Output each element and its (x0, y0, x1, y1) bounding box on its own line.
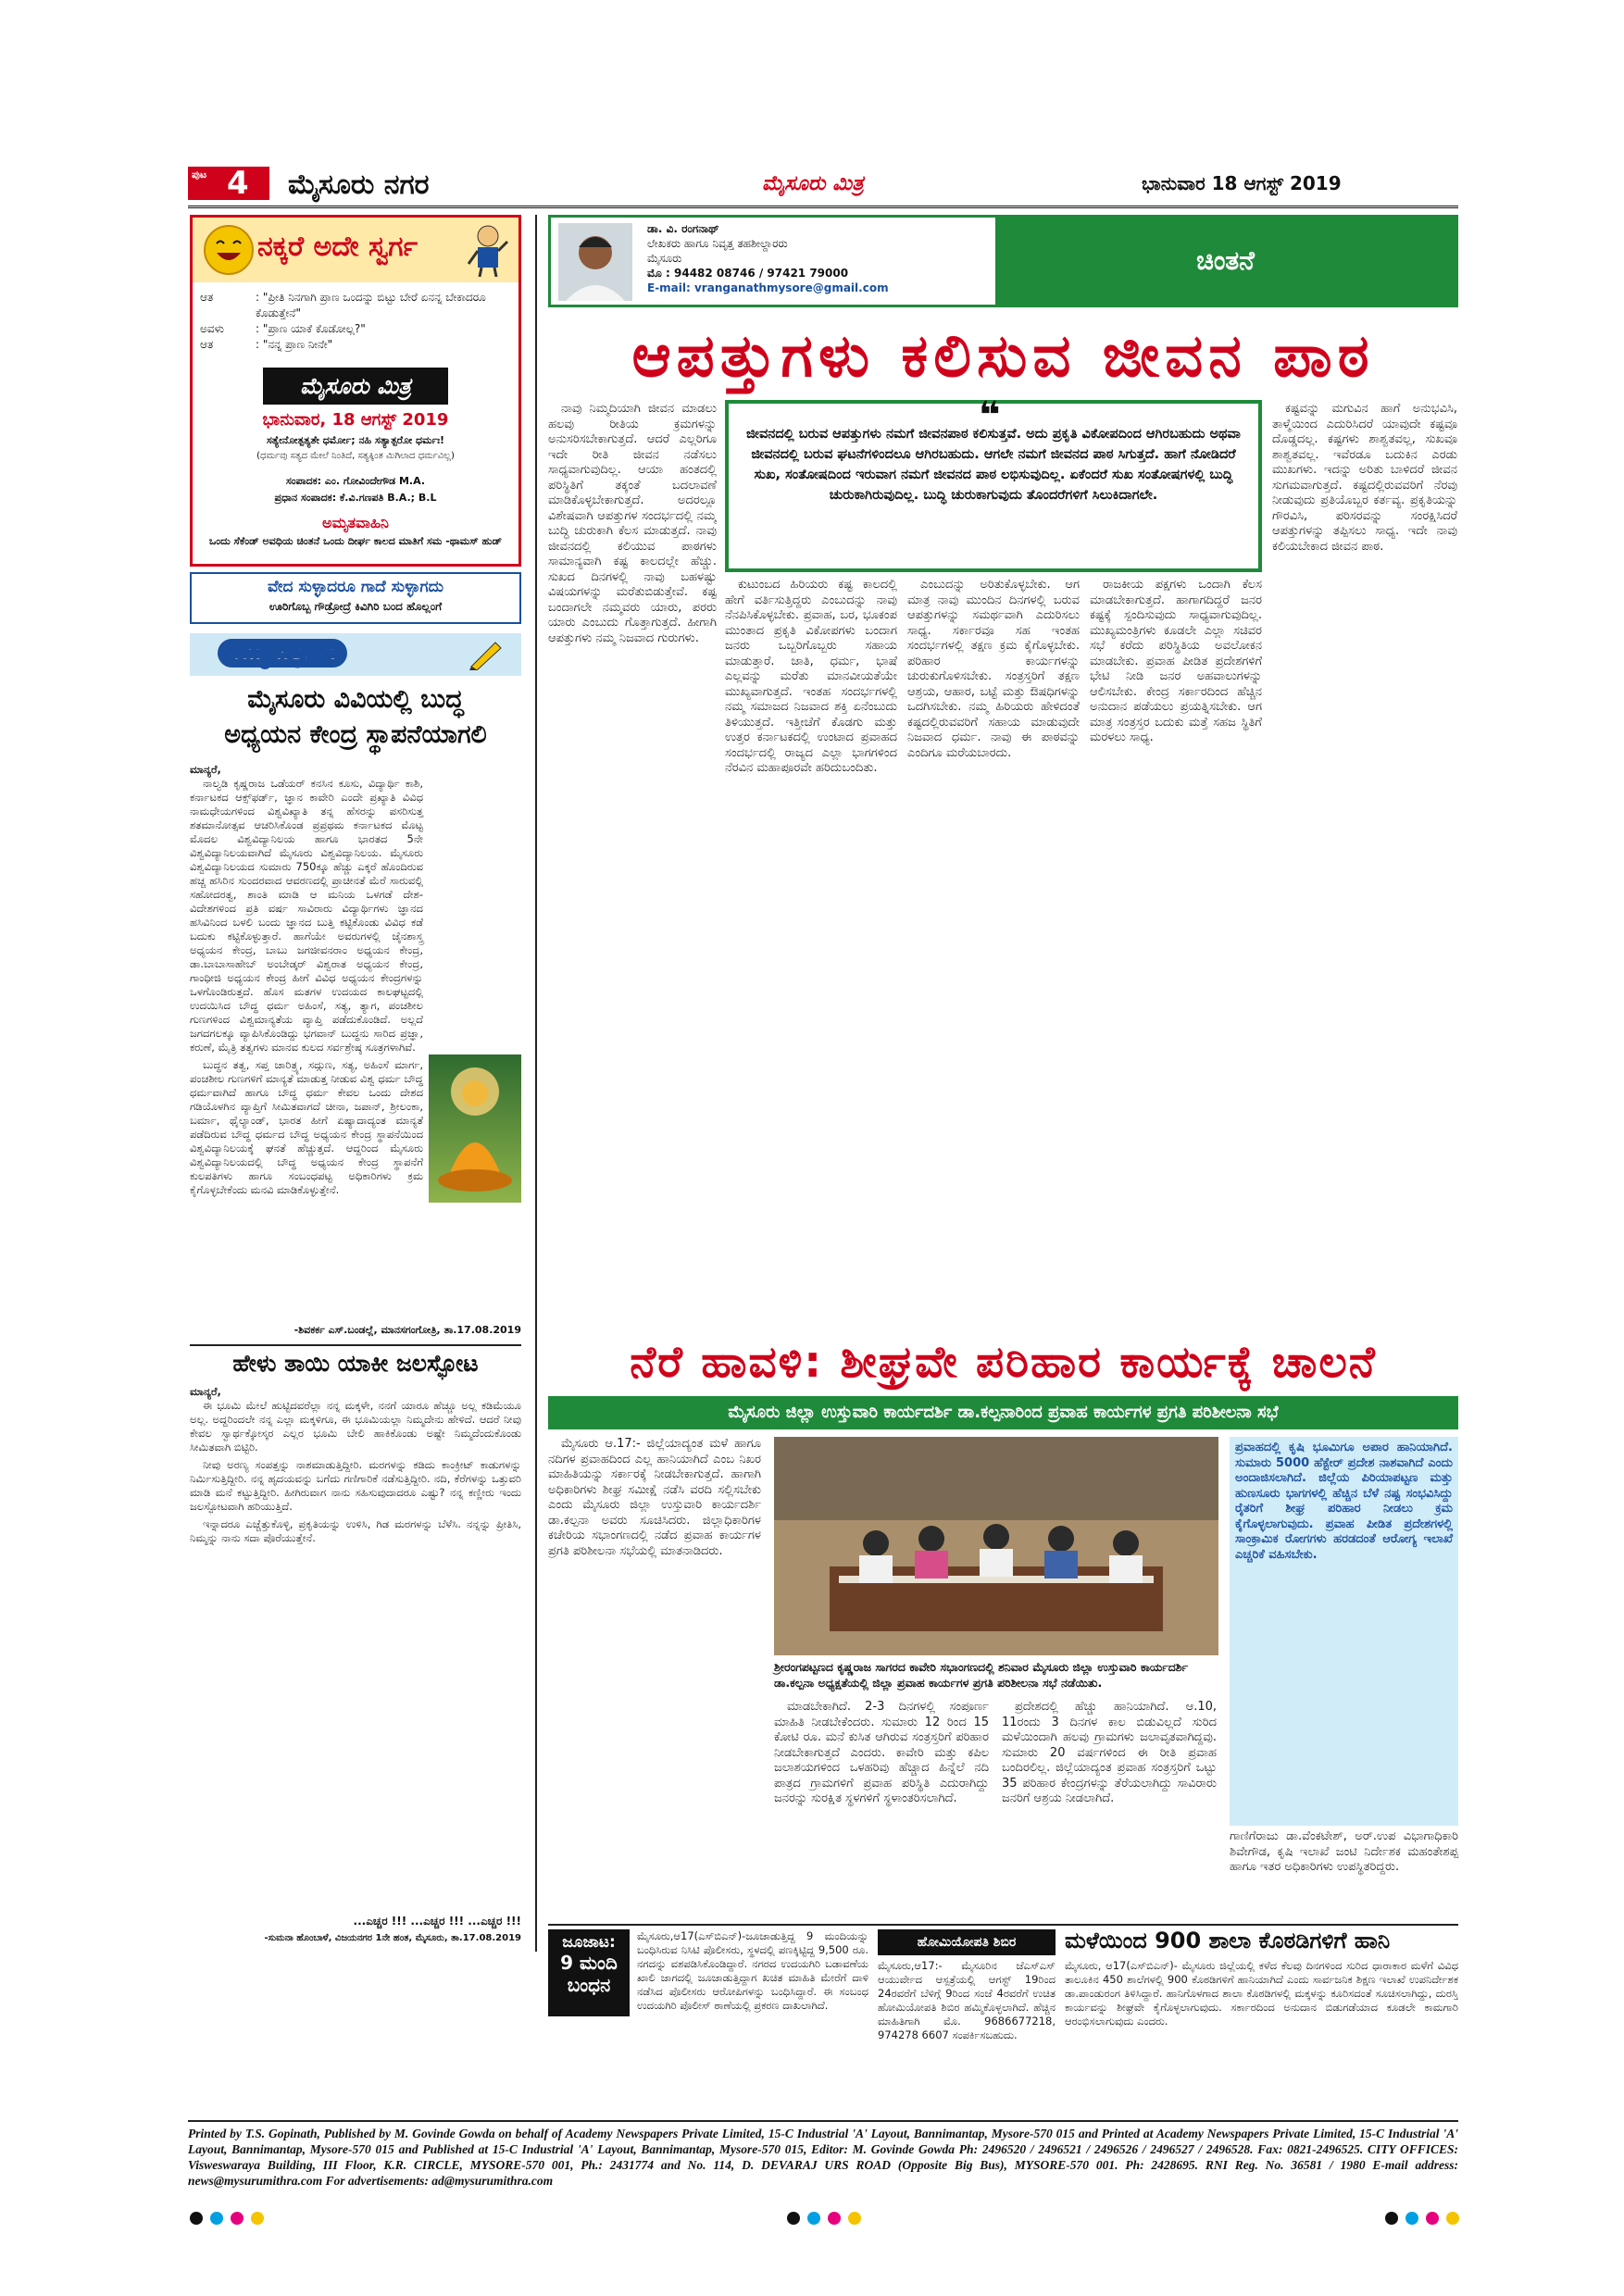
imprint-text: Printed by T.S. Gopinath, Published by M. Govinde Gowda on behalf of Academy Newspapers Private Limited, 15-C Industrial 'A' Layout, Bannimantap, Mysore-570 015 and Printed at Academy Newspapers Private Limited, 15-C Industrial 'A' Layout, Bannimantap, Mysore-570 015 and Published at 15-C Industrial 'A' Layout, Bannimantap, Mysore-570 015, Editor: M. Govinde Gowda Ph: 2496520 / 2496521 / 2496526 / 2496527 / 2496528. Fax: 0821-2496525. CITY OFFICES: Visweswaraya Building, III Floor, K.R. CIRCLE, MYSORE-570 001, Ph.: 2431774 and No. 114, D. DEVARAJ URS ROAD (Opposite Big Bus), MYSORE-570 001. Ph: 2428695. RNI Reg. No. 36581 / 1980 E-mail address: news@mysurumithra.com For advertisements: ad@mysurumithra.com (188, 2127, 1458, 2188)
pull-quote (725, 394, 1262, 572)
buddha-image (429, 1054, 521, 1203)
laughing-face-icon (204, 225, 254, 275)
brief1-text: ಮೈಸೂರು,ಆ17(ಎಸ್‌ಬಿಎನ್)-ಜೂಜಾಡುತ್ತಿದ್ದ 9 ಮಂದಿಯನ್ನು ಬಂಧಿಸಿರುವ ನಿಸಿಟಿ ಪೊಲೀಸರು, ಸ್ಥಳದಲ್ಲಿ ಪಣಕ್ಕಿಟ್ಟಿದ್ದ 9,500 ರೂ. ನಗದನ್ನು ವಶಪಡಿಸಿಕೊಂಡಿದ್ದಾರೆ. ನಗರದ ಉದಯಗಿರಿ ಬಡಾವಣೆಯ ಖಾಲಿ ಜಾಗದಲ್ಲಿ ಜೂಜಾಡುತ್ತಿದ್ದಾಗ ಖಚಿತ ಮಾಹಿತಿ ಮೇರೆಗೆ ದಾಳಿ ನಡೆಸಿದ ಪೊಲೀಸರು ಆರೋಪಿಗಳನ್ನು ಬಂಧಿಸಿದ್ದಾರೆ. ಈ ಸಂಬಂಧ ಉದಯಗಿರಿ ಪೊಲೀಸ್ ಠಾಣೆಯಲ್ಲಿ ಪ್ರಕರಣ ದಾಖಲಾಗಿದೆ. (637, 1929, 868, 2012)
page-number: 4 (227, 165, 249, 202)
imprint-rule (188, 2120, 1458, 2122)
flood-headline: ನೆರೆ ಹಾವಳಿ: ಶೀಘ್ರವೇ ಪರಿಹಾರ ಕಾರ್ಯಕ್ಕೆ ಚಾಲನೆ (630, 1337, 1377, 1388)
proverb-text: ಊರಿಗೊಬ್ಬ ಗೌಡ್ರೋದ್ರೆ ಕಿವಿಗಿರಿ ಬಂದ ಹೊಲ್ಲಂಗೆ (269, 600, 443, 613)
header-rule (188, 206, 1458, 208)
columnist-role: ಲೇಖಕರು ಹಾಗೂ ನಿವೃತ್ತ ತಹಶೀಲ್ದಾರರು (647, 237, 788, 250)
column-tag: ಚಿಂತನೆ (995, 218, 1455, 305)
page-label: ಪುಟ (192, 168, 207, 181)
amrutha-text: ಒಂದು ಸೆಕೆಂಡ್ ಅವಧಿಯ ಚಿಂತನೆ ಒಂದು ದೀರ್ಘ ಕಾಲದ ಮಾತಿಗೆ ಸಮ -ಥಾಮಸ್ ಹುಡ್ (208, 535, 503, 547)
joke-lines (200, 290, 511, 353)
brief3-text: ಮೈಸೂರು, ಆ17(ಎಸ್‌ಬಿಎನ್)- ಮೈಸೂರು ಜಿಲ್ಲೆಯಲ್ಲಿ ಕಳೆದ ಕೆಲವು ದಿನಗಳಿಂದ ಸುರಿದ ಧಾರಾಕಾರ ಮಳೆಗೆ ವಿವಿಧ ತಾಲೂಕಿನ 450 ಶಾಲೆಗಳಲ್ಲಿ 900 ಕೊಠಡಿಗಳಿಗೆ ಹಾನಿಯಾಗಿದೆ ಎಂದು ಸಾರ್ವಜನಿಕ ಶಿಕ್ಷಣ ಇಲಾಖೆ ಉಪನಿರ್ದೇಶಕ ಡಾ.ಪಾಂಡುರಂಗ ತಿಳಿಸಿದ್ದಾರೆ. ಹಾನಿಗೊಳಗಾದ ಶಾಲಾ ಕೊಠಡಿಗಳಲ್ಲಿ ಮಕ್ಕಳನ್ನು ಕೂರಿಸದಂತೆ ಸೂಚಿಸಲಾಗಿದ್ದು, ದುರಸ್ತಿ ಕಾರ್ಯವನ್ನು ಶೀಘ್ರವೇ ಕೈಗೊಳ್ಳಲಾಗುವುದು. ಸರ್ಕಾರದಿಂದ ಅನುದಾನ ಬಿಡುಗಡೆಯಾದ ಕೂಡಲೇ ಕಾಮಗಾರಿ ಆರಂಭಿಸಲಾಗುವುದು ಎಂದರು. (1065, 1959, 1458, 2028)
section-name: ಮೈಸೂರು ನಗರ (288, 168, 430, 201)
flood-col-2: ಮಾಡಬೇಕಾಗಿದೆ. 2-3 ದಿನಗಳಲ್ಲಿ ಸಂಪೂರ್ಣ ಮಾಹಿತಿ ನೀಡಬೇಕೆಂದರು. ಸುಮಾರು 12 ರಿಂದ 15 ಕೋಟಿ ರೂ. ಮನೆ ಕುಸಿತ ಆಗಿರುವ ಸಂತ್ರಸ್ತರಿಗೆ ಪರಿಹಾರ ನೀಡಬೇಕಾಗುತ್ತದೆ ಎಂದರು. ಕಾವೇರಿ ಮತ್ತು ಕಪಿಲ ಜಲಾಶಯಗಳಿಂದ ಒಳಹರಿವು ಹೆಚ್ಚಾದ ಹಿನ್ನೆಲೆ ನದಿ ಪಾತ್ರದ ಗ್ರಾಮಗಳಿಗೆ ಪ್ರವಾಹ ಪರಿಸ್ಥಿತಿ ಎದುರಾಗಿದ್ದು ಜನರನ್ನು ಸುರಕ್ಷಿತ ಸ್ಥಳಗಳಿಗೆ ಸ್ಥಳಾಂತರಿಸಲಾಗಿದೆ. (774, 1700, 989, 1805)
proverb-box (190, 572, 521, 624)
brief3-headline: ಮಳೆಯಿಂದ 900 ಶಾಲಾ ಕೊಠಡಿಗಳಿಗೆ ಹಾನಿ (1065, 1928, 1391, 1953)
letter2-paragraph: ನೀವು ಅರಣ್ಯ ಸಂಪತ್ತನ್ನು ನಾಶಮಾಡುತ್ತಿದ್ದೀರಿ. ಮರಗಳನ್ನು ಕಡಿದು ಕಾಂಕ್ರೀಟ್ ಕಾಡುಗಳನ್ನು ನಿರ್ಮಿಸುತ್ತಿದ್ದೀರಿ. ನನ್ನ ಹೃದಯವನ್ನು ಬಗೆದು ಗಣಿಗಾರಿಕೆ ನಡೆಸುತ್ತಿದ್ದೀರಿ. ನದಿ, ಕೆರೆಗಳನ್ನು ಒತ್ತುವರಿ ಮಾಡಿ ಮನೆ ಕಟ್ಟುತ್ತಿದ್ದೀರಿ. ಹೀಗಿರುವಾಗ ನಾನು ಸಹಿಸುವುದಾದರೂ ಎಷ್ಟು? ನನ್ನ ಕಣ್ಣೀರು ಇಂದು ಜಲಸ್ಫೋಟವಾಗಿ ಹರಿಯುತ್ತಿದೆ. (190, 1458, 521, 1513)
letters-banner (190, 633, 521, 676)
article-col-4: ರಾಜಕೀಯ ಪಕ್ಷಗಳು ಒಂದಾಗಿ ಕೆಲಸ ಮಾಡಬೇಕಾಗುತ್ತದೆ. ಹಾಗಾಗದಿದ್ದರೆ ಜನರ ಕಷ್ಟಕ್ಕೆ ಸ್ಪಂದಿಸುವುದು ಸಾಧ್ಯವಾಗುವುದಿಲ್ಲ. ಮುಖ್ಯಮಂತ್ರಿಗಳು ಕೂಡಲೇ ಎಲ್ಲಾ ಸಚಿವರ ಸಭೆ ಕರೆದು ಪರಿಸ್ಥಿತಿಯ ಅವಲೋಕನ ಮಾಡಬೇಕು. ಪ್ರವಾಹ ಪೀಡಿತ ಪ್ರದೇಶಗಳಿಗೆ ಭೇಟಿ ನೀಡಿ ಜನರ ಅಹವಾಲುಗಳನ್ನು ಆಲಿಸಬೇಕು. ಕೇಂದ್ರ ಸರ್ಕಾರದಿಂದ ಹೆಚ್ಚಿನ ಅನುದಾನ ಪಡೆಯಲು ಪ್ರಯತ್ನಿಸಬೇಕು. ಆಗ ಮಾತ್ರ ಸಂತ್ರಸ್ತರ ಬದುಕು ಮತ್ತೆ ಸಹಜ ಸ್ಥಿತಿಗೆ ಮರಳಲು ಸಾಧ್ಯ. (1090, 578, 1262, 744)
columnist-city: ಮೈಸೂರು (647, 252, 682, 265)
masthead-chief-editor: ಪ್ರಧಾನ ಸಂಪಾದಕ: ಕೆ.ವಿ.ಗಣಪತಿ B.A.; B.L (274, 492, 437, 504)
joke-box (190, 215, 521, 567)
columnist-name: ಡಾ. ವಿ. ರಂಗನಾಥ್ (647, 222, 719, 235)
header-bar (188, 167, 1458, 202)
divider (190, 1344, 521, 1346)
letter1-headline-2: ಅಧ್ಯಯನ ಕೇಂದ್ರ ಸ್ಥಾಪನೆಯಾಗಲಿ (224, 720, 487, 749)
registration-dots-right (1385, 2211, 1467, 2228)
letter2-paragraph: ಇನ್ನಾದರೂ ಎಚ್ಚೆತ್ತುಕೊಳ್ಳಿ, ಪ್ರಕೃತಿಯನ್ನು ಉಳಿಸಿ, ಗಿಡ ಮರಗಳನ್ನು ಬೆಳೆಸಿ. ನನ್ನನ್ನು ಪ್ರೀತಿಸಿ, ನಿಮ್ಮನ್ನು ನಾನು ಸದಾ ಪೊರೆಯುತ್ತೇನೆ. (190, 1517, 521, 1544)
cartoon-figure-icon (467, 223, 509, 277)
letters-title: ನಿಮ್ಮ ಪತ್ರಗಳು (218, 639, 347, 668)
columnist-info (647, 221, 889, 295)
columnist-phone: ಮೊ : 94482 08746 / 97421 79000 (647, 267, 849, 280)
joke-line: ಆತ : "ಪ್ರೀತಿ ನಿನಗಾಗಿ ಪ್ರಾಣ ಒಂದನ್ನು ಬಿಟ್ಟು ಬೇರೆ ಏನನ್ನ ಬೇಕಾದರೂ ಕೊಡುತ್ತೇನೆ" (200, 291, 486, 319)
brief2-title-bar (878, 1929, 1056, 1955)
letter1-signature: -ಶಿವಕರ್ಕ ಎಸ್.ಬಂಡಲ್ಲೆ, ಮಾನಸಗಂಗೋತ್ರಿ, ತಾ.17.08.2019 (294, 1324, 521, 1336)
article-col-2: ಕುಟುಂಬದ ಹಿರಿಯರು ಕಷ್ಟ ಕಾಲದಲ್ಲಿ ಹೇಗೆ ವರ್ತಿಸುತ್ತಿದ್ದರು ಎಂಬುದನ್ನು ನಾವು ನೆನಪಿಸಿಕೊಳ್ಳಬೇಕು. ಪ್ರವಾಹ, ಬರ, ಭೂಕಂಪ ಮುಂತಾದ ಪ್ರಕೃತಿ ವಿಕೋಪಗಳು ಬಂದಾಗ ಜನರು ಒಬ್ಬರಿಗೊಬ್ಬರು ಸಹಾಯ ಮಾಡುತ್ತಾರೆ. ಜಾತಿ, ಧರ್ಮ, ಭಾಷೆ ಎಲ್ಲವನ್ನು ಮರೆತು ಮಾನವೀಯತೆಯೇ ಮುಖ್ಯವಾಗುತ್ತದೆ. ಇಂತಹ ಸಂದರ್ಭಗಳಲ್ಲಿ ನಮ್ಮ ಸಮಾಜದ ನಿಜವಾದ ಶಕ್ತಿ ಏನೆಂಬುದು ತಿಳಿಯುತ್ತದೆ. ಇತ್ತೀಚೆಗೆ ಕೊಡಗು ಮತ್ತು ಉತ್ತರ ಕರ್ನಾಟಕದಲ್ಲಿ ಉಂಟಾದ ಪ್ರವಾಹದ ಸಂದರ್ಭದಲ್ಲಿ ರಾಜ್ಯದ ಎಲ್ಲಾ ಭಾಗಗಳಿಂದ ನೆರವಿನ ಮಹಾಪೂರವೇ ಹರಿದುಬಂದಿತು. (725, 578, 897, 775)
joke-title: ನಕ್ಕರೆ ಅದೇ ಸ್ವರ್ಗ (257, 231, 418, 263)
divider (548, 1924, 1458, 1926)
letter1-headline-1: ಮೈಸೂರು ವಿವಿಯಲ್ಲಿ ಬುದ್ಧ (247, 685, 464, 714)
pen-icon (468, 639, 505, 670)
flood-subhead: ಮೈಸೂರು ಜಿಲ್ಲಾ ಉಸ್ತುವಾರಿ ಕಾರ್ಯದರ್ಶಿ ಡಾ.ಕಲ್ಪನಾರಿಂದ ಪ್ರವಾಹ ಕಾರ್ಯಗಳ ಪ್ರಗತಿ ಪರಿಶೀಲನಾ ಸಭೆ (728, 1403, 1279, 1422)
letter2-closing: ...ಎಚ್ಚರ !!! ...ಎಚ್ಚರ !!! ...ಎಚ್ಚರ !!! (353, 1915, 521, 1928)
flood-col-4: ಪ್ರವಾಹದಲ್ಲಿ ಕೃಷಿ ಭೂಮಿಗೂ ಅಪಾರ ಹಾನಿಯಾಗಿದೆ. ಸುಮಾರು 5000 ಹೆಕ್ಟೇರ್ ಪ್ರದೇಶ ನಾಶವಾಗಿದೆ ಎಂದು ಅಂದಾಜಿಸಲಾಗಿದೆ. ಜಿಲ್ಲೆಯ ಪಿರಿಯಾಪಟ್ಟಣ ಮತ್ತು ಹುಣಸೂರು ಭಾಗಗಳಲ್ಲಿ ಹೆಚ್ಚಿನ ಬೆಳೆ ನಷ್ಟ ಸಂಭವಿಸಿದ್ದು ರೈತರಿಗೆ ಶೀಘ್ರ ಪರಿಹಾರ ನೀಡಲು ಕ್ರಮ ಕೈಗೊಳ್ಳಲಾಗುವುದು. ಪ್ರವಾಹ ಪೀಡಿತ ಪ್ರದೇಶಗಳಲ್ಲಿ ಸಾಂಕ್ರಾಮಿಕ ರೋಗಗಳು ಹರಡದಂತೆ ಆರೋಗ್ಯ ಇಲಾಖೆ ಎಚ್ಚರಿಕೆ ವಹಿಸಬೇಕು. (1235, 1441, 1453, 1562)
flood-col-4-end: ಗಾಣಿಗೆರಾಜು ಡಾ.ವೆಂಕಟೇಶ್, ಅರ್.ಉಪ ವಿಭಾಗಾಧಿಕಾರಿ ಶಿವೇಗೌಡ, ಕೃಷಿ ಇಲಾಖೆ ಜಂಟಿ ನಿರ್ದೇಶಕ ಮಹಂತೇಶಪ್ಪ ಹಾಗೂ ಇತರ ಅಧಿಕಾರಿಗಳು ಉಪಸ್ಥಿತರಿದ್ದರು. (1230, 1829, 1458, 1874)
letter1-paragraph: ನಾಲ್ವಡಿ ಕೃಷ್ಣರಾಜ ಒಡೆಯರ್ ಕನಸಿನ ಕೂಸು, ವಿದ್ಯಾರ್ಥಿ ಕಾಶಿ, ಕರ್ನಾಟಕದ ಆಕ್ಸ್‌ಫರ್ಡ್, ಜ್ಞಾನ ಕಾವೇರಿ ಎಂದೇ ಪ್ರಖ್ಯಾತಿ ವಿವಿಧ ನಾಮಧೇಯಗಳಿಂದ ವಿಶ್ವವಿಖ್ಯಾತಿ ತನ್ನ ಹೆಸರನ್ನು ಪಸರಿಸುತ್ತ ಶತಮಾನೋತ್ಸವ ಆಚರಿಸಿಕೊಂಡ ಪ್ರಪ್ರಥಮ ಕರ್ನಾಟಕದ ಮೊಟ್ಟ ಮೊದಲ ವಿಶ್ವವಿದ್ಯಾನಿಲಯ ಹಾಗೂ ಭಾರತದ 5ನೇ ವಿಶ್ವವಿದ್ಯಾನಿಲಯವಾಗಿದೆ ಮೈಸೂರು ವಿಶ್ವವಿದ್ಯಾನಿಲಯ. ಮೈಸೂರು ವಿಶ್ವವಿದ್ಯಾನಿಲಯದ ಸುಮಾರು 750ಕ್ಕೂ ಹೆಚ್ಚು ಎಕ್ಕರೆ ಹೊಂದಿರುವ ಹಚ್ಚ ಹಸಿರಿನ ಸುಂದರವಾದ ಆವರಣದಲ್ಲಿ ಪ್ರಾಚೀನತೆ ಮೆರೆ ಸಾರುವಲ್ಲಿ ಸಹೋದರತ್ವ, ಶಾಂತಿ ಮಾಡಿ ಆ ಮನಿಯ ಒಳಗಡೆ ದೇಶ-ವಿದೇಶಗಳಿಂದ ಪ್ರತಿ ವರ್ಷ ಸಾವಿರಾರು ವಿದ್ಯಾರ್ಥಿಗಳು ಜ್ಞಾನದ ಹಸಿವಿನಿಂದ ಬಳಲಿ ಬಂದು ಜ್ಞಾನದ ಬುತ್ತಿ ಕಟ್ಟಿಕೊಂಡು ವಿವಿಧ ಕಡೆ ಬದುಕು ಕಟ್ಟಿಕೊಳ್ಳುತ್ತಾರೆ. ಹಾಗೆಯೇ ಅವರುಗಳಲ್ಲಿ ಜೈನಶಾಸ್ತ್ರ ಅಧ್ಯಯನ ಕೇಂದ್ರ, ಬಾಬು ಜಗಜೀವನರಾಂ ಅಧ್ಯಯನ ಕೇಂದ್ರ, ಡಾ.ಬಾಬಾಸಾಹೇಬ್ ಅಂಬೇಡ್ಕರ್ ವಿಶ್ವರಾತ ಅಧ್ಯಯನ ಕೇಂದ್ರ, ಗಾಂಧೀಜಿ ಅಧ್ಯಯನ ಕೇಂದ್ರ ಹೀಗೆ ವಿವಿಧ ಅಧ್ಯಯನ ಕೇಂದ್ರಗಳನ್ನು ಒಳಗೊಂಡಿರುತ್ತದೆ. ಹೊಸ ಮತಗಳ ಉದಯದ ಕಾಲಘಟ್ಟದಲ್ಲಿ ಉದಯಿಸಿದ ಬೌದ್ಧ ಧರ್ಮ ಅಹಿಂಸೆ, ಸತ್ಯ, ತ್ಯಾಗ, ಪಂಚಶೀಲ ಗುಣಗಳಿಂದ ವಿಶ್ವಮಾನ್ಯತೆಯ ವ್ಯಾಪ್ತಿ ಪಡೆದುಕೊಂಡಿದೆ. ಅಲ್ಲದೆ ಜಗದಗಲಕ್ಕೂ ವ್ಯಾಪಿಸಿಕೊಂಡಿದ್ದು ಭಗವಾನ್ ಬುದ್ಧನು ಸಾರಿದ ಪ್ರಜ್ಞಾ, ಕರುಣೆ, ಮೈತ್ರಿ ತತ್ವಗಳು ಮಾನವ ಕುಲದ ಸರ್ವಶ್ರೇಷ್ಠ ಸೂತ್ರಗಳಾಗಿವೆ. (190, 777, 423, 1054)
flood-col-3: ಪ್ರದೇಶದಲ್ಲಿ ಹೆಚ್ಚು ಹಾನಿಯಾಗಿದೆ. ಆ.10, 11ರಂದು 3 ದಿನಗಳ ಕಾಲ ಬಿಡುವಿಲ್ಲದೆ ಸುರಿದ ಮಳೆಯಿಂದಾಗಿ ಹಲವು ಗ್ರಾಮಗಳು ಜಲಾವೃತವಾಗಿದ್ದವು. ಸುಮಾರು 20 ವರ್ಷಗಳಿಂದ ಈ ರೀತಿ ಪ್ರವಾಹ ಬಂದಿರಲಿಲ್ಲ. ಜಿಲ್ಲೆಯಾದ್ಯಂತ ಪ್ರವಾಹ ಸಂತ್ರಸ್ತರಿಗೆ ಒಟ್ಟು 35 ಪರಿಹಾರ ಕೇಂದ್ರಗಳನ್ನು ತೆರೆಯಲಾಗಿದ್ದು ಸಾವಿರಾರು ಜನರಿಗೆ ಆಶ್ರಯ ನೀಡಲಾಗಿದೆ. (1002, 1700, 1217, 1805)
letter1-body (190, 763, 521, 1318)
header-date: ಭಾನುವಾರ 18 ಆಗಸ್ಟ್ 2019 (1142, 172, 1342, 194)
article-col-3: ಎಂಬುದನ್ನು ಅರಿತುಕೊಳ್ಳಬೇಕು. ಆಗ ಮಾತ್ರ ನಾವು ಮುಂದಿನ ದಿನಗಳಲ್ಲಿ ಬರುವ ಆಪತ್ತುಗಳನ್ನು ಸಮರ್ಥವಾಗಿ ಎದುರಿಸಲು ಸಾಧ್ಯ. ಸರ್ಕಾರವೂ ಸಹ ಇಂತಹ ಸಂದರ್ಭಗಳಲ್ಲಿ ತಕ್ಷಣ ಕ್ರಮ ಕೈಗೊಳ್ಳಬೇಕು. ಪರಿಹಾರ ಕಾರ್ಯಗಳನ್ನು ಚುರುಕುಗೊಳಿಸಬೇಕು. ಸಂತ್ರಸ್ತರಿಗೆ ತಕ್ಷಣ ಆಶ್ರಯ, ಆಹಾರ, ಬಟ್ಟೆ ಮತ್ತು ಔಷಧಿಗಳನ್ನು ಒದಗಿಸಬೇಕು. ನಮ್ಮ ಹಿರಿಯರು ಹೇಳಿದಂತೆ ಕಷ್ಟದಲ್ಲಿರುವವರಿಗೆ ಸಹಾಯ ಮಾಡುವುದೇ ನಿಜವಾದ ಧರ್ಮ. ನಾವು ಈ ಪಾಠವನ್ನು ಎಂದಿಗೂ ಮರೆಯಬಾರದು. (907, 578, 1080, 760)
registration-dots-center (787, 2211, 868, 2228)
masthead-date: ಭಾನುವಾರ, 18 ಆಗಸ್ಟ್ 2019 (262, 410, 449, 430)
letter2-headline: ಹೇಳು ತಾಯಿ ಯಾಕೀ ಜಲಸ್ಫೋಟ (232, 1350, 479, 1377)
letter2-salutation: ಮಾನ್ಯರೆ, (190, 1385, 221, 1398)
brief2-title: ಹೋಮಿಯೋಪತಿ ಶಿಬಿರ (917, 1935, 1017, 1950)
article-headline: ಆಪತ್ತುಗಳು ಕಲಿಸುವ ಜೀವನ ಪಾಠ (631, 322, 1375, 391)
page-number-badge (188, 167, 269, 200)
masthead-small: ಮೈಸೂರು ಮಿತ್ರ (762, 172, 864, 195)
letter1-salutation: ಮಾನ್ಯರೆ, (190, 763, 221, 776)
registration-dots-left (190, 2211, 271, 2228)
columnist-email: E-mail: vranganathmysore@gmail.com (647, 281, 889, 294)
amrutha-title: ಅಮೃತವಾಹಿನಿ (322, 514, 389, 531)
column-divider (535, 215, 537, 1952)
article-col-5: ಕಷ್ಟವನ್ನು ಮಗುವಿನ ಹಾಗೆ ಅನುಭವಿಸಿ, ತಾಳ್ಮೆಯಿಂದ ಎದುರಿಸಿದರೆ ಯಾವುದೇ ಕಷ್ಟವೂ ದೊಡ್ಡದಲ್ಲ. ಕಷ್ಟಗಳು ಶಾಶ್ವತವಲ್ಲ, ಸುಖವೂ ಶಾಶ್ವತವಲ್ಲ. ಇವೆರಡೂ ಬದುಕಿನ ಎರಡು ಮುಖಗಳು. ಇದನ್ನು ಅರಿತು ಬಾಳಿದರೆ ಜೀವನ ಸುಗಮವಾಗುತ್ತದೆ. ಕಷ್ಟದಲ್ಲಿರುವವರಿಗೆ ನೆರವು ನೀಡುವುದು ಪ್ರತಿಯೊಬ್ಬರ ಕರ್ತವ್ಯ. ಪ್ರಕೃತಿಯನ್ನು ಗೌರವಿಸಿ, ಪರಿಸರವನ್ನು ಸಂರಕ್ಷಿಸಿದರೆ ಆಪತ್ತುಗಳನ್ನು ತಪ್ಪಿಸಲು ಸಾಧ್ಯ. ಇದೇ ನಾವು ಕಲಿಯಬೇಕಾದ ಜೀವನ ಪಾಠ. (1272, 402, 1457, 554)
brief2-text: ಮೈಸೂರು,ಆ17:- ಮೈಸೂರಿನ ಜೆಎಸ್‌ಎಸ್ ಆಯುರ್ವೇದ ಆಸ್ಪತ್ರೆಯಲ್ಲಿ ಆಗಸ್ಟ್ 19ರಿಂದ 24ರವರೆಗೆ ಬೆಳಿಗ್ಗೆ 9ರಿಂದ ಸಂಜೆ 4ರವರೆಗೆ ಉಚಿತ ಹೋಮಿಯೋಪತಿ ಶಿಬಿರ ಹಮ್ಮಿಕೊಳ್ಳಲಾಗಿದೆ. ಹೆಚ್ಚಿನ ಮಾಹಿತಿಗಾಗಿ ಮೊ. 9686677218, 974278 6607 ಸಂಪರ್ಕಿಸಬಹುದು. (878, 1959, 1056, 2041)
joke-line: ಅವಳು : "ಪ್ರಾಣ ಯಾಕೆ ಕೊಡೋಲ್ಲ?" (200, 322, 366, 335)
joke-header (193, 218, 518, 282)
columnist-header (548, 215, 1458, 307)
letter2-body (190, 1385, 521, 1913)
columnist-photo (558, 223, 632, 301)
letter2-paragraph: ಈ ಭೂಮಿ ಮೇಲೆ ಹುಟ್ಟಿದವರೆಲ್ಲಾ ನನ್ನ ಮಕ್ಕಳೇ, ನನಗೆ ಯಾರೂ ಹೆಚ್ಚೂ ಅಲ್ಲ ಕಡಿಮೆಯೂ ಅಲ್ಲ. ಅದ್ದರಿಂದಲೇ ನನ್ನ ಎಲ್ಲಾ ಮಕ್ಕಳಿಗೂ, ಈ ಭೂಮಿಯಲ್ಲಾ ನಿಮ್ಮದೇನು ಹೇಳಿದೆ. ಆದರೆ ನೀವು ಕೇವಲ ಸ್ವಾರ್ಥಕ್ಕೋಸ್ಕರ ಎಲ್ಲರ ಭೂಮಿ ಬೇಲಿ ಹಾಕಿಕೊಂಡು ಅಷ್ಟೇ ನಿಮ್ಮದೆಂದುಕೊಂಡು ಸೀಮಿತವಾಗಿ ಬಿಟ್ಟಿರಿ. (190, 1399, 521, 1454)
brief1-label: ಜೂಜಾಟ: 9 ಮಂದಿ ಬಂಧನ (548, 1929, 630, 2016)
quote-text: ಜೀವನದಲ್ಲಿ ಬರುವ ಆಪತ್ತುಗಳು ನಮಗೆ ಜೀವನಪಾಠ ಕಲಿಸುತ್ತವೆ. ಅದು ಪ್ರಕೃತಿ ವಿಕೋಪದಿಂದ ಆಗಿರಬಹುದು ಅಥವಾ ಜೀವನದಲ್ಲಿ ಬರುವ ಘಟನೆಗಳಿಂದಲೂ ಆಗಿರಬಹುದು. ಆಗಲೇ ನಮಗೆ ಜೀವನದ ಪಾಠ ಸಿಗುತ್ತದೆ. ಹಾಗೆ ನೋಡಿದರೆ ಸುಖ, ಸಂತೋಷದಿಂದ ಇರುವಾಗ ನಮಗೆ ಜೀವನದ ಪಾಠ ಲಭಿಸುವುದಿಲ್ಲ. ಏಕೆಂದರೆ ಸುಖ ಸಂತೋಷಗಳಲ್ಲಿ ಬುದ್ಧಿ ಚುರುಕಾಗಿರುವುದಿಲ್ಲ. ಬುದ್ಧಿ ಚುರುಕಾಗುವುದು ತೊಂದರೆಗಳಿಗೆ ಸಿಲುಕಿದಾಗಲೇ. (746, 427, 1241, 503)
quote-mark-icon: ❝ (979, 394, 1001, 437)
article-col-1: ನಾವು ನಿಮ್ಮದಿಯಾಗಿ ಜೀವನ ಮಾಡಲು ಹಲವು ರೀತಿಯ ಕ್ರಮಗಳನ್ನು ಅನುಸರಿಸಬೇಕಾಗುತ್ತದೆ. ಆದರೆ ಎಲ್ಲರಿಗೂ ಇದೇ ರೀತಿ ಜೀವನ ನಡೆಸಲು ಸಾಧ್ಯವಾಗುವುದಿಲ್ಲ. ಆಯಾ ಹಂತದಲ್ಲಿ ಪರಿಸ್ಥಿತಿಗೆ ತಕ್ಕಂತೆ ಬದಲಾವಣೆ ಮಾಡಿಕೊಳ್ಳಬೇಕಾಗುತ್ತದೆ. ಅದರಲ್ಲೂ ವಿಶೇಷವಾಗಿ ಆಪತ್ತುಗಳ ಸಂದರ್ಭದಲ್ಲಿ ನಮ್ಮ ಬುದ್ಧಿ ಚುರುಕಾಗಿ ಕೆಲಸ ಮಾಡುತ್ತದೆ. ನಾವು ಜೀವನದಲ್ಲಿ ಕಲಿಯುವ ಪಾಠಗಳು ಸಾಮಾನ್ಯವಾಗಿ ಕಷ್ಟ ಕಾಲದಲ್ಲೇ ಹೆಚ್ಚು. ಸುಖದ ದಿನಗಳಲ್ಲಿ ನಾವು ಬಹಳಷ್ಟು ವಿಷಯಗಳನ್ನು ಮರೆತುಬಿಡುತ್ತೇವೆ. ಕಷ್ಟ ಬಂದಾಗಲೇ ನಮ್ಮವರು ಯಾರು, ಪರರು ಯಾರು ಎಂಬುದು ಗೊತ್ತಾಗುತ್ತದೆ. ಹೀಗಾಗಿ ಆಪತ್ತುಗಳು ನಮ್ಮ ನಿಜವಾದ ಗುರುಗಳು. (548, 402, 717, 645)
masthead-editor: ಸಂಪಾದಕ: ಎಂ. ಗೋವಿಂದೇಗೌಡ M.A. (285, 475, 426, 487)
letter2-signature: -ಸುಮನಾ ಹೊಂಬಾಳೆ, ವಿಜಯನಗರ 1ನೇ ಹಂತ, ಮೈಸೂರು, ತಾ.17.08.2019 (264, 1933, 521, 1943)
masthead-logo: ಮೈಸೂರು ಮಿತ್ರ (263, 368, 448, 405)
joke-line: ಆತ : "ನನ್ನ ಪ್ರಾಣ ನೀನೇ" (200, 338, 333, 351)
masthead-motto-sub: (ಧರ್ಮವು ಸತ್ಯದ ಮೇಲೆ ನಿಂತಿದೆ, ಸತ್ಯಕ್ಕಿಂತ ಮಿಗಿಲಾದ ಧರ್ಮವಿಲ್ಲ) (256, 451, 455, 461)
flood-subhead-bar (548, 1396, 1458, 1429)
masthead-motto: ಸತ್ಯೇನೋತ್ಪತ್ಯತೇ ಧರ್ಮೋ; ನಹಿ ಸತ್ಯಾತ್ಪರೋ ಧರ್ಮಃ! (266, 434, 445, 446)
meeting-photo (774, 1437, 1218, 1655)
flood-col-4-highlight (1230, 1437, 1458, 1826)
photo-caption: ಶ್ರೀರಂಗಪಟ್ಟಣದ ಕೃಷ್ಣರಾಜ ಸಾಗರದ ಕಾವೇರಿ ಸಭಾಂಗಣದಲ್ಲಿ ಶನಿವಾರ ಮೈಸೂರು ಜಿಲ್ಲಾ ಉಸ್ತುವಾರಿ ಕಾರ್ಯದರ್ಶಿ ಡಾ.ಕಲ್ಪನಾ ಅಧ್ಯಕ್ಷತೆಯಲ್ಲಿ ಜಿಲ್ಲಾ ಪ್ರವಾಹ ಕಾರ್ಯಗಳ ಪ್ರಗತಿ ಪರಿಶೀಲನಾ ಸಭೆ ನಡೆಯಿತು. (774, 1660, 1189, 1690)
letter1-paragraph: ಬುದ್ಧನ ತತ್ವ, ಸಪ್ತ ಚಾರಿತ್ರ್ಯ, ಸದ್ಗುಣ, ಸತ್ಯ, ಅಹಿಂಸೆ ಮಾರ್ಗ, ಪಂಚಶೀಲ ಗುಣಗಳಿಗೆ ಮಾನ್ಯತೆ ಮಾಡುತ್ತ ನೀಡುವ ವಿಶ್ವ ಧರ್ಮ ಬೌದ್ಧ ಧರ್ಮವಾಗಿದೆ ಹಾಗೂ ಬೌದ್ಧ ಧರ್ಮ ಕೇವಲ ಒಂದು ದೇಶದ ಗಡಿಯೊಳಗಿನ ವ್ಯಾಪ್ತಿಗೆ ಸೀಮಿತವಾಗದೆ ಚೀನಾ, ಜಪಾನ್, ಶ್ರೀಲಂಕಾ, ಬರ್ಮಾ, ಥೈಲ್ಯಾಂಡ್, ಭಾರತ ಹೀಗೆ ಏಷ್ಯಾದಾದ್ಯಂತ ಮಾನ್ಯತೆ ಪಡೆದಿರುವ ಬೌದ್ಧ ಧರ್ಮದ ಬೌದ್ಧ ಅಧ್ಯಯನ ಕೇಂದ್ರ ಸ್ಥಾಪನೆಯಿಂದ ವಿಶ್ವವಿದ್ಯಾನಿಲಯಕ್ಕೆ ಘನತೆ ಹೆಚ್ಚುತ್ತದೆ. ಆದ್ದರಿಂದ ಮೈಸೂರು ವಿಶ್ವವಿದ್ಯಾನಿಲಯದಲ್ಲಿ ಬೌದ್ಧ ಅಧ್ಯಯನ ಕೇಂದ್ರ ಸ್ಥಾಪನೆಗೆ ಕುಲಪತಿಗಳು ಹಾಗೂ ಸಂಬಂಧಪಟ್ಟ ಅಧಿಕಾರಿಗಳು ಕ್ರಮ ಕೈಗೊಳ್ಳಬೇಕೆಂದು ಮನವಿ ಮಾಡಿಕೊಳ್ಳುತ್ತೇನೆ. (190, 1058, 423, 1196)
proverb-title: ವೇದ ಸುಳ್ಳಾದರೂ ಗಾದೆ ಸುಳ್ಳಾಗದು (268, 578, 443, 596)
flood-col-1: ಮೈಸೂರು ಆ.17:- ಜಿಲ್ಲೆಯಾದ್ಯಂತ ಮಳೆ ಹಾಗೂ ನದಿಗಳ ಪ್ರವಾಹದಿಂದ ಎಲ್ಲ ಹಾನಿಯಾಗಿದೆ ಎಂಬ ನಿಖರ ಮಾಹಿತಿಯನ್ನು ಸರ್ಕಾರಕ್ಕೆ ನೀಡಬೇಕಾಗುತ್ತದೆ. ಹಾಗಾಗಿ ಅಧಿಕಾರಿಗಳು ಶೀಘ್ರ ಸಮೀಕ್ಷೆ ನಡೆಸಿ ವರದಿ ಸಲ್ಲಿಸಬೇಕು ಎಂದು ಮೈಸೂರು ಜಿಲ್ಲಾ ಉಸ್ತುವಾರಿ ಕಾರ್ಯದರ್ಶಿ ಡಾ.ಕಲ್ಪನಾ ಅವರು ಸೂಚಿಸಿದರು. ಜಿಲ್ಲಾಧಿಕಾರಿಗಳ ಕಚೇರಿಯ ಸಭಾಂಗಣದಲ್ಲಿ ನಡೆದ ಪ್ರವಾಹ ಕಾರ್ಯಗಳ ಪ್ರಗತಿ ಪರಿಶೀಲನಾ ಸಭೆಯಲ್ಲಿ ಮಾತನಾಡಿದರು. (548, 1437, 761, 1558)
